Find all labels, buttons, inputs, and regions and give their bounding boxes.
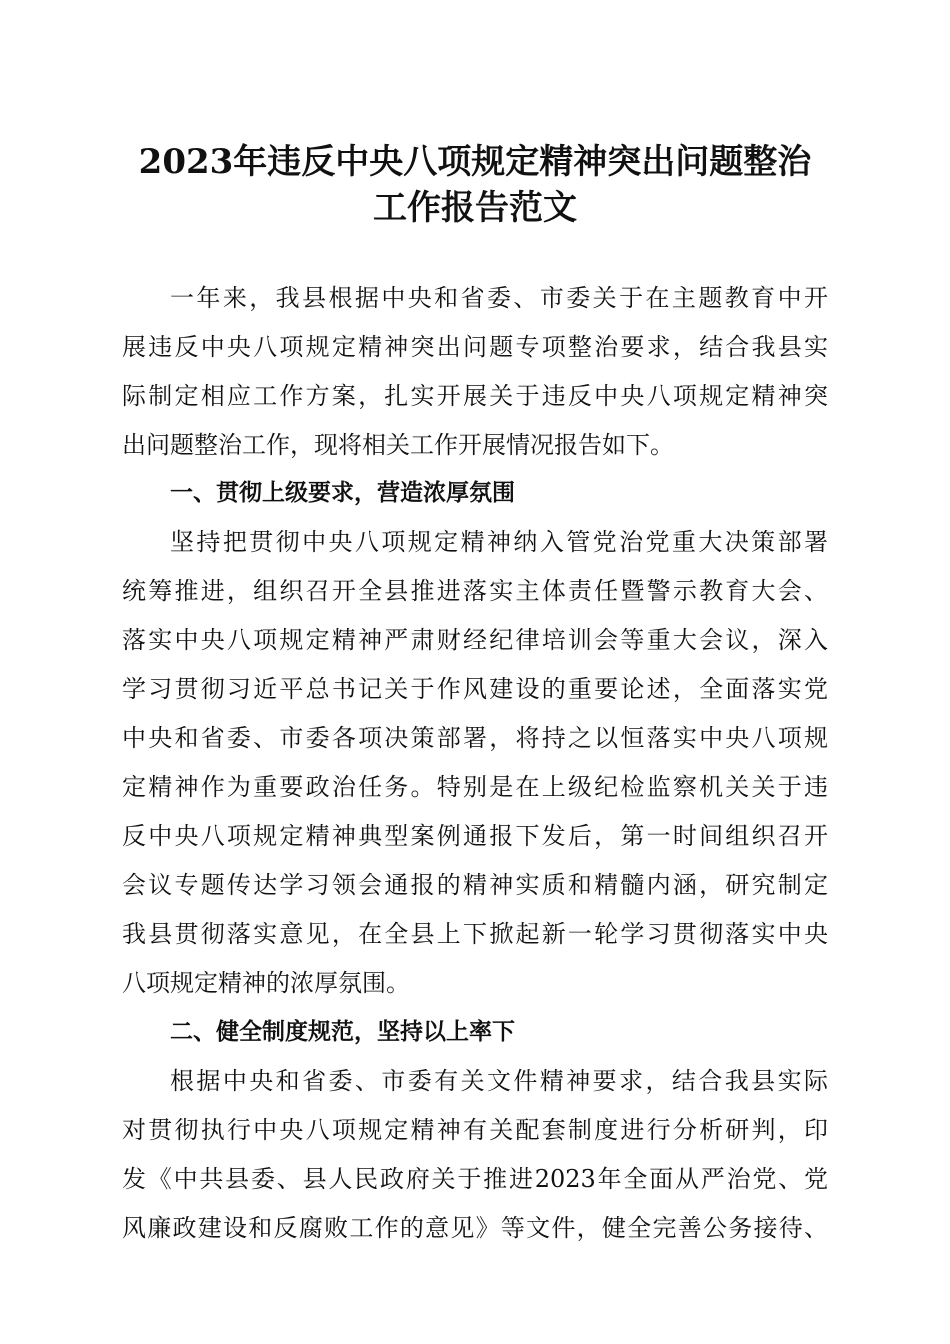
section-1-paragraph-line: 反中央八项规定精神典型案例通报下发后，第一时间组织召开: [122, 822, 828, 850]
section-2-heading: 二、健全制度规范，坚持以上率下: [170, 1019, 515, 1045]
section-1-paragraph-line: 中央和省委、市委各项决策部署，将持之以恒落实中央八项规: [122, 724, 828, 752]
intro-paragraph-line: 一年来，我县根据中央和省委、市委关于在主题教育中开: [170, 284, 828, 312]
section-1-heading: 一、贯彻上级要求，营造浓厚氛围: [170, 480, 515, 506]
section-2-paragraph-line: 风廉政建设和反腐败工作的意见》等文件，健全完善公务接待、: [122, 1214, 828, 1242]
section-2-paragraph-line: 发《中共县委、县人民政府关于推进2023年全面从严治党、党: [122, 1165, 828, 1193]
section-1-paragraph-line: 坚持把贯彻中央八项规定精神纳入管党治党重大决策部署: [170, 528, 828, 556]
section-2-paragraph-line: 根据中央和省委、市委有关文件精神要求，结合我县实际: [170, 1067, 828, 1095]
section-1-paragraph-line: 统筹推进，组织召开全县推进落实主体责任暨警示教育大会、: [122, 577, 828, 605]
document-title-line-2: 工作报告范文: [373, 188, 577, 228]
intro-paragraph-line: 展违反中央八项规定精神突出问题专项整治要求，结合我县实: [122, 333, 828, 361]
intro-paragraph-line: 际制定相应工作方案，扎实开展关于违反中央八项规定精神突: [122, 382, 828, 410]
section-1-paragraph-line: 落实中央八项规定精神严肃财经纪律培训会等重大会议，深入: [122, 626, 828, 654]
section-1-paragraph-line: 我县贯彻落实意见，在全县上下掀起新一轮学习贯彻落实中央: [122, 920, 828, 948]
section-1-paragraph-line: 会议专题传达学习领会通报的精神实质和精髓内涵，研究制定: [122, 871, 828, 899]
section-2-paragraph-line: 对贯彻执行中央八项规定精神有关配套制度进行分析研判，印: [122, 1116, 828, 1144]
section-1-paragraph-line: 学习贯彻习近平总书记关于作风建设的重要论述，全面落实党: [122, 675, 828, 703]
intro-paragraph-line: 出问题整治工作，现将相关工作开展情况报告如下。: [122, 431, 674, 459]
section-1-paragraph-line: 八项规定精神的浓厚氛围。: [122, 969, 410, 997]
document-title-line-1: 2023年违反中央八项规定精神突出问题整治: [138, 142, 812, 182]
section-1-paragraph-line: 定精神作为重要政治任务。特别是在上级纪检监察机关关于违: [122, 773, 828, 801]
